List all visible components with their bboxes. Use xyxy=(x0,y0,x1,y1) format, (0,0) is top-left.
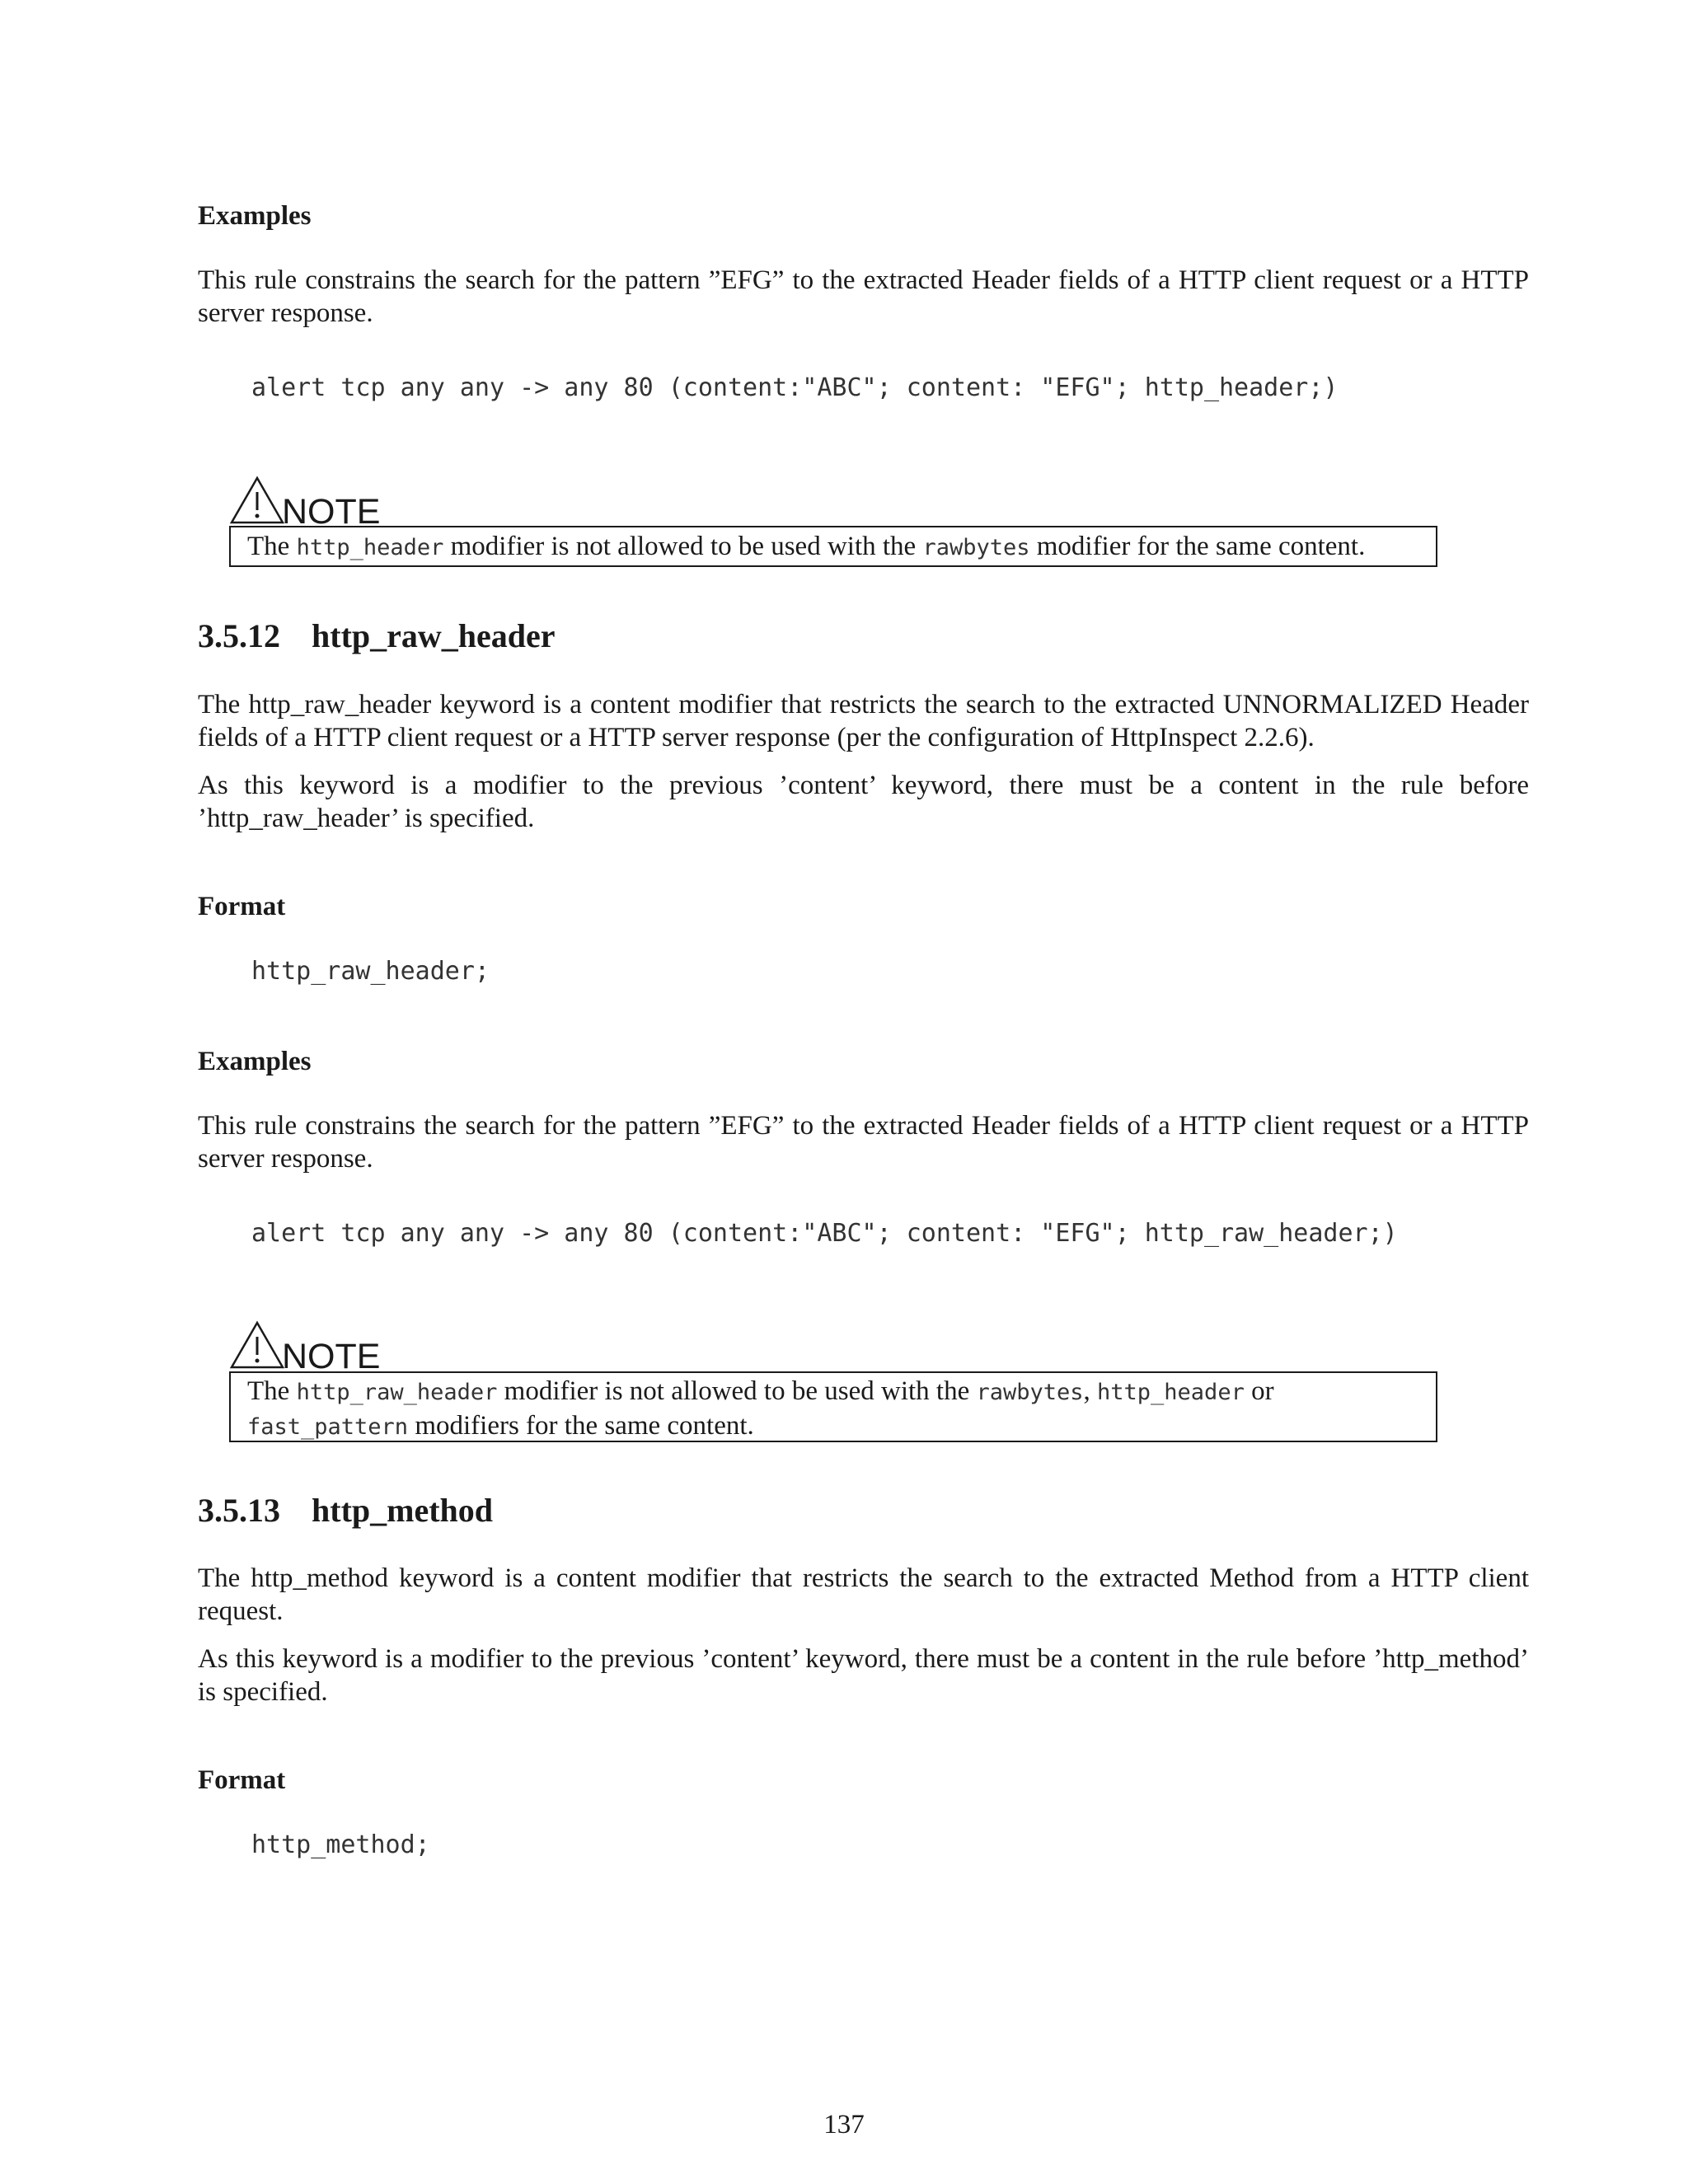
note-box xyxy=(229,1371,1437,1442)
note-text: modifier is not allowed to be used with the xyxy=(497,1376,977,1406)
note-header xyxy=(229,472,381,532)
note-code: http_header xyxy=(1097,1380,1245,1405)
section-heading xyxy=(198,1494,493,1527)
format-heading: Format xyxy=(198,1765,286,1795)
note-header xyxy=(229,1317,381,1376)
section-heading xyxy=(198,617,556,654)
note-code: http_header xyxy=(296,535,444,560)
note-code: rawbytes xyxy=(922,535,1030,560)
section-paragraph: As this keyword is a modifier to the previous ’content’ keyword, there must be a content in the rule before ’http_method’ is specified. xyxy=(198,1644,1529,1707)
note-text: , xyxy=(1083,1376,1098,1406)
section-paragraph: The http_raw_header keyword is a content modifier that restricts the search to the extracted UNNORMALIZED Header fields of a HTTP client request or a HTTP server response (per the configuration of HttpInspect 2.2.6). xyxy=(198,690,1529,752)
note-text: modifier for the same content. xyxy=(1029,532,1366,561)
note-text: or xyxy=(1244,1376,1274,1406)
section-title: http_raw_header xyxy=(312,617,556,654)
note-code: fast_pattern xyxy=(247,1414,409,1440)
code-example: alert tcp any any -> any 80 (content:"ABC"; content: "EFG"; http_header;) xyxy=(251,373,1339,402)
examples-heading: Examples xyxy=(198,201,312,231)
note-text: modifiers for the same content. xyxy=(408,1411,754,1441)
format-code: http_method; xyxy=(251,1830,430,1859)
examples-heading: Examples xyxy=(198,1047,312,1076)
examples-paragraph: This rule constrains the search for the pattern ”EFG” to the extracted Header fields of a HTTP client request or a HTTP server response. xyxy=(198,1111,1529,1174)
examples-paragraph: This rule constrains the search for the pattern ”EFG” to the extracted Header fields of a HTTP client request or a HTTP server response. xyxy=(198,265,1529,328)
note-title: NOTE xyxy=(282,492,381,532)
section-number: 3.5.12 xyxy=(198,617,280,654)
warning-icon xyxy=(229,1320,285,1370)
section-paragraph: As this keyword is a modifier to the previous ’content’ keyword, there must be a content in the rule before ’http_raw_header’ is specified. xyxy=(198,771,1529,833)
section-title: http_method xyxy=(312,1492,494,1529)
format-code: http_raw_header; xyxy=(251,957,490,986)
note-code: http_raw_header xyxy=(296,1380,498,1405)
note-text: The xyxy=(247,1376,297,1406)
section-paragraph: The http_method keyword is a content modifier that restricts the search to the extracted Method from a HTTP client request. xyxy=(198,1563,1529,1626)
note-code: rawbytes xyxy=(976,1380,1084,1405)
note-title: NOTE xyxy=(282,1337,381,1376)
note-text: The xyxy=(247,532,297,561)
warning-icon xyxy=(229,476,285,525)
section-number: 3.5.13 xyxy=(198,1492,280,1529)
note-box xyxy=(229,526,1437,567)
code-example: alert tcp any any -> any 80 (content:"ABC"; content: "EFG"; http_raw_header;) xyxy=(251,1219,1398,1248)
note-text: modifier is not allowed to be used with the xyxy=(443,532,923,561)
format-heading: Format xyxy=(198,892,286,921)
page-number: 137 xyxy=(823,2110,865,2139)
